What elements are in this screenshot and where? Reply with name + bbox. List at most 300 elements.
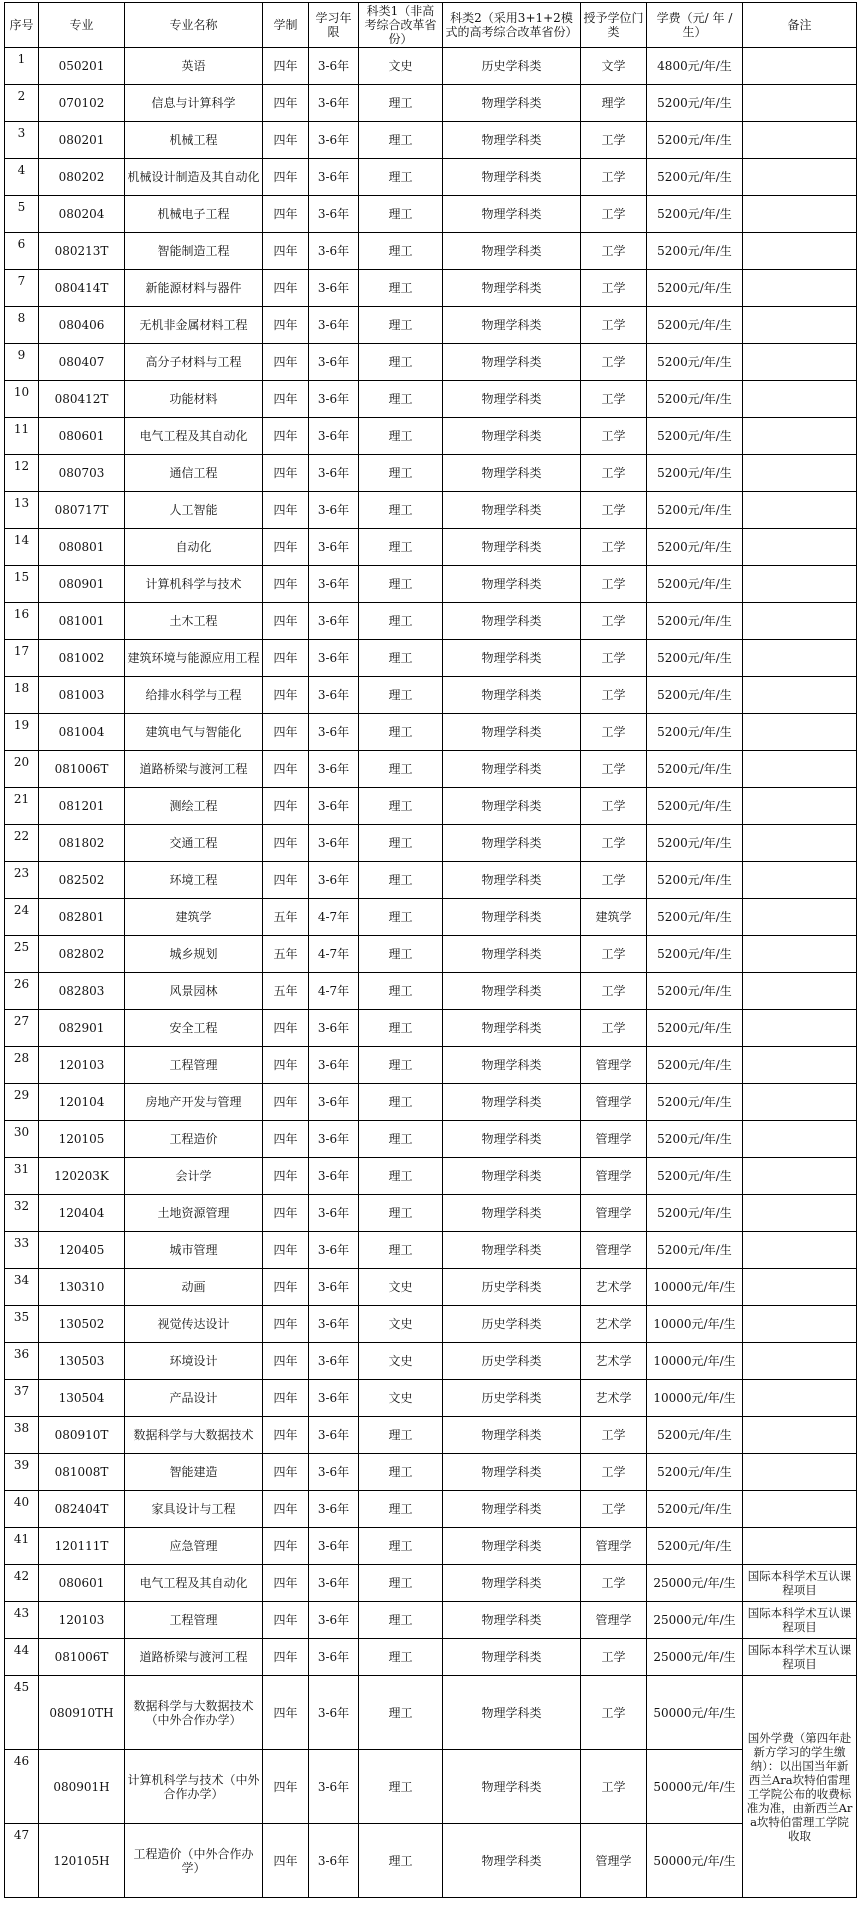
name-cell: 环境设计	[125, 1343, 263, 1380]
name-cell: 产品设计	[125, 1380, 263, 1417]
note-cell	[743, 899, 857, 936]
code-cell: 120404	[39, 1195, 125, 1232]
fee-cell: 5200元/年/生	[647, 492, 743, 529]
system-cell: 四年	[263, 862, 309, 899]
fee-cell: 5200元/年/生	[647, 603, 743, 640]
cat1-cell: 理工	[359, 418, 443, 455]
table-row	[5, 640, 857, 677]
cat2-cell: 物理学科类	[443, 1232, 581, 1269]
table-row	[5, 1602, 857, 1639]
years-cell: 3-6年	[309, 566, 359, 603]
name-cell: 工程管理	[125, 1047, 263, 1084]
degree-cell: 工学	[581, 307, 647, 344]
cat1-cell: 理工	[359, 825, 443, 862]
seq-cell: 43	[5, 1602, 39, 1639]
code-cell: 050201	[39, 48, 125, 85]
code-cell: 081002	[39, 640, 125, 677]
cat1-cell: 理工	[359, 196, 443, 233]
name-cell: 数据科学与大数据技术	[125, 1417, 263, 1454]
code-cell: 120111T	[39, 1528, 125, 1565]
name-cell: 电气工程及其自动化	[125, 1565, 263, 1602]
years-cell: 3-6年	[309, 1565, 359, 1602]
cat2-cell: 物理学科类	[443, 1602, 581, 1639]
fee-cell: 10000元/年/生	[647, 1269, 743, 1306]
table-row	[5, 1565, 857, 1602]
note-cell	[743, 603, 857, 640]
header-system: 学制	[263, 3, 309, 48]
years-cell: 3-6年	[309, 1158, 359, 1195]
code-cell: 081802	[39, 825, 125, 862]
degree-cell: 管理学	[581, 1232, 647, 1269]
years-cell: 3-6年	[309, 788, 359, 825]
cat2-cell: 物理学科类	[443, 862, 581, 899]
seq-cell: 42	[5, 1565, 39, 1602]
cat2-cell: 物理学科类	[443, 1121, 581, 1158]
years-cell: 3-6年	[309, 1491, 359, 1528]
name-cell: 会计学	[125, 1158, 263, 1195]
cat2-cell: 物理学科类	[443, 159, 581, 196]
note-cell	[743, 1417, 857, 1454]
table-row	[5, 1417, 857, 1454]
fee-cell: 5200元/年/生	[647, 899, 743, 936]
seq-cell: 15	[5, 566, 39, 603]
name-cell: 土地资源管理	[125, 1195, 263, 1232]
name-cell: 安全工程	[125, 1010, 263, 1047]
system-cell: 四年	[263, 418, 309, 455]
code-cell: 081006T	[39, 751, 125, 788]
system-cell: 四年	[263, 1417, 309, 1454]
seq-cell: 1	[5, 48, 39, 85]
degree-cell: 工学	[581, 603, 647, 640]
fee-cell: 5200元/年/生	[647, 788, 743, 825]
system-cell: 四年	[263, 1491, 309, 1528]
cat2-cell: 物理学科类	[443, 825, 581, 862]
degree-cell: 管理学	[581, 1047, 647, 1084]
years-cell: 3-6年	[309, 1121, 359, 1158]
cat2-cell: 物理学科类	[443, 1084, 581, 1121]
fee-cell: 5200元/年/生	[647, 344, 743, 381]
name-cell: 环境工程	[125, 862, 263, 899]
name-cell: 应急管理	[125, 1528, 263, 1565]
seq-cell: 22	[5, 825, 39, 862]
seq-cell: 9	[5, 344, 39, 381]
note-cell	[743, 85, 857, 122]
cat1-cell: 理工	[359, 1158, 443, 1195]
seq-cell: 5	[5, 196, 39, 233]
cat1-cell: 理工	[359, 936, 443, 973]
table-row	[5, 788, 857, 825]
degree-cell: 管理学	[581, 1195, 647, 1232]
table-row	[5, 1454, 857, 1491]
note-cell	[743, 788, 857, 825]
note-cell	[743, 640, 857, 677]
degree-cell: 文学	[581, 48, 647, 85]
cat1-cell: 文史	[359, 1306, 443, 1343]
seq-cell: 24	[5, 899, 39, 936]
name-cell: 计算机科学与技术	[125, 566, 263, 603]
system-cell: 四年	[263, 381, 309, 418]
table-row	[5, 1491, 857, 1528]
cat1-cell: 理工	[359, 566, 443, 603]
system-cell: 四年	[263, 825, 309, 862]
degree-cell: 工学	[581, 1676, 647, 1750]
table-row	[5, 1676, 857, 1750]
years-cell: 3-6年	[309, 455, 359, 492]
years-cell: 3-6年	[309, 196, 359, 233]
degree-cell: 艺术学	[581, 1380, 647, 1417]
seq-cell: 28	[5, 1047, 39, 1084]
system-cell: 四年	[263, 1306, 309, 1343]
fee-cell: 5200元/年/生	[647, 1084, 743, 1121]
header-seq: 序号	[5, 3, 39, 48]
code-cell: 120105H	[39, 1824, 125, 1898]
table-row	[5, 1343, 857, 1380]
seq-cell: 4	[5, 159, 39, 196]
name-cell: 建筑电气与智能化	[125, 714, 263, 751]
table-row	[5, 270, 857, 307]
seq-cell: 26	[5, 973, 39, 1010]
fee-cell: 5200元/年/生	[647, 1158, 743, 1195]
system-cell: 四年	[263, 307, 309, 344]
fee-cell: 5200元/年/生	[647, 640, 743, 677]
code-cell: 080601	[39, 1565, 125, 1602]
seq-cell: 6	[5, 233, 39, 270]
table-row	[5, 1639, 857, 1676]
fee-cell: 5200元/年/生	[647, 1232, 743, 1269]
degree-cell: 管理学	[581, 1602, 647, 1639]
seq-cell: 2	[5, 85, 39, 122]
system-cell: 五年	[263, 936, 309, 973]
years-cell: 3-6年	[309, 307, 359, 344]
fee-cell: 5200元/年/生	[647, 1010, 743, 1047]
table-row	[5, 566, 857, 603]
years-cell: 3-6年	[309, 714, 359, 751]
system-cell: 四年	[263, 344, 309, 381]
name-cell: 工程管理	[125, 1602, 263, 1639]
note-cell	[743, 307, 857, 344]
code-cell: 082404T	[39, 1491, 125, 1528]
code-cell: 080414T	[39, 270, 125, 307]
cat1-cell: 理工	[359, 307, 443, 344]
table-row	[5, 1306, 857, 1343]
degree-cell: 工学	[581, 270, 647, 307]
note-cell: 国际本科学术互认课程项目	[743, 1565, 857, 1602]
cat1-cell: 理工	[359, 529, 443, 566]
system-cell: 四年	[263, 1084, 309, 1121]
code-cell: 080801	[39, 529, 125, 566]
degree-cell: 工学	[581, 1565, 647, 1602]
cat1-cell: 理工	[359, 1417, 443, 1454]
system-cell: 四年	[263, 1824, 309, 1898]
table-row	[5, 677, 857, 714]
table-row	[5, 1158, 857, 1195]
header-cat1: 科类1（非高考综合改革省份）	[359, 3, 443, 48]
system-cell: 四年	[263, 1380, 309, 1417]
degree-cell: 工学	[581, 751, 647, 788]
degree-cell: 工学	[581, 566, 647, 603]
table-row	[5, 603, 857, 640]
degree-cell: 工学	[581, 825, 647, 862]
degree-cell: 工学	[581, 862, 647, 899]
system-cell: 四年	[263, 85, 309, 122]
name-cell: 计算机科学与技术（中外合作办学）	[125, 1750, 263, 1824]
degree-cell: 工学	[581, 1491, 647, 1528]
degree-cell: 工学	[581, 418, 647, 455]
name-cell: 新能源材料与器件	[125, 270, 263, 307]
name-cell: 给排水科学与工程	[125, 677, 263, 714]
years-cell: 4-7年	[309, 936, 359, 973]
years-cell: 3-6年	[309, 1602, 359, 1639]
note-cell	[743, 196, 857, 233]
table-row	[5, 492, 857, 529]
fee-cell: 5200元/年/生	[647, 1417, 743, 1454]
note-cell	[743, 1491, 857, 1528]
system-cell: 四年	[263, 455, 309, 492]
cat1-cell: 理工	[359, 1639, 443, 1676]
name-cell: 机械设计制造及其自动化	[125, 159, 263, 196]
name-cell: 电气工程及其自动化	[125, 418, 263, 455]
fee-cell: 50000元/年/生	[647, 1676, 743, 1750]
cat1-cell: 理工	[359, 1195, 443, 1232]
table-row	[5, 1380, 857, 1417]
name-cell: 智能建造	[125, 1454, 263, 1491]
cat1-cell: 理工	[359, 1824, 443, 1898]
cat2-cell: 物理学科类	[443, 196, 581, 233]
name-cell: 风景园林	[125, 973, 263, 1010]
system-cell: 四年	[263, 714, 309, 751]
degree-cell: 艺术学	[581, 1269, 647, 1306]
system-cell: 四年	[263, 233, 309, 270]
code-cell: 130502	[39, 1306, 125, 1343]
table-row	[5, 936, 857, 973]
cat1-cell: 理工	[359, 973, 443, 1010]
cat2-cell: 物理学科类	[443, 714, 581, 751]
table-row	[5, 1269, 857, 1306]
system-cell: 四年	[263, 1528, 309, 1565]
table-row	[5, 973, 857, 1010]
name-cell: 机械电子工程	[125, 196, 263, 233]
table-row	[5, 85, 857, 122]
years-cell: 3-6年	[309, 1750, 359, 1824]
years-cell: 3-6年	[309, 85, 359, 122]
table-row	[5, 159, 857, 196]
degree-cell: 艺术学	[581, 1306, 647, 1343]
note-cell	[743, 418, 857, 455]
note-cell	[743, 48, 857, 85]
header-code: 专业	[39, 3, 125, 48]
seq-cell: 30	[5, 1121, 39, 1158]
years-cell: 3-6年	[309, 640, 359, 677]
name-cell: 道路桥梁与渡河工程	[125, 751, 263, 788]
code-cell: 082901	[39, 1010, 125, 1047]
code-cell: 080204	[39, 196, 125, 233]
cat2-cell: 物理学科类	[443, 973, 581, 1010]
years-cell: 3-6年	[309, 529, 359, 566]
years-cell: 4-7年	[309, 899, 359, 936]
cat1-cell: 文史	[359, 48, 443, 85]
cat2-cell: 物理学科类	[443, 936, 581, 973]
table-row	[5, 196, 857, 233]
years-cell: 3-6年	[309, 1417, 359, 1454]
cat2-cell: 物理学科类	[443, 381, 581, 418]
code-cell: 080901	[39, 566, 125, 603]
years-cell: 3-6年	[309, 825, 359, 862]
fee-cell: 5200元/年/生	[647, 862, 743, 899]
table-row	[5, 418, 857, 455]
note-cell	[743, 381, 857, 418]
name-cell: 视觉传达设计	[125, 1306, 263, 1343]
system-cell: 五年	[263, 899, 309, 936]
cat2-cell: 物理学科类	[443, 529, 581, 566]
years-cell: 3-6年	[309, 1047, 359, 1084]
fee-cell: 5200元/年/生	[647, 1195, 743, 1232]
system-cell: 四年	[263, 529, 309, 566]
years-cell: 3-6年	[309, 1343, 359, 1380]
seq-cell: 41	[5, 1528, 39, 1565]
seq-cell: 10	[5, 381, 39, 418]
cat2-cell: 历史学科类	[443, 48, 581, 85]
cat2-cell: 历史学科类	[443, 1343, 581, 1380]
seq-cell: 18	[5, 677, 39, 714]
table-row	[5, 307, 857, 344]
note-cell	[743, 677, 857, 714]
name-cell: 通信工程	[125, 455, 263, 492]
degree-cell: 工学	[581, 1750, 647, 1824]
code-cell: 080901H	[39, 1750, 125, 1824]
years-cell: 3-6年	[309, 1528, 359, 1565]
fee-cell: 25000元/年/生	[647, 1565, 743, 1602]
code-cell: 081004	[39, 714, 125, 751]
cat2-cell: 物理学科类	[443, 1417, 581, 1454]
fee-cell: 5200元/年/生	[647, 529, 743, 566]
fee-cell: 10000元/年/生	[647, 1306, 743, 1343]
seq-cell: 17	[5, 640, 39, 677]
cat2-cell: 物理学科类	[443, 1195, 581, 1232]
system-cell: 四年	[263, 492, 309, 529]
system-cell: 四年	[263, 196, 309, 233]
seq-cell: 39	[5, 1454, 39, 1491]
system-cell: 四年	[263, 1269, 309, 1306]
note-cell	[743, 936, 857, 973]
note-cell	[743, 566, 857, 603]
cat2-cell: 物理学科类	[443, 344, 581, 381]
note-cell	[743, 455, 857, 492]
note-cell	[743, 973, 857, 1010]
fee-cell: 5200元/年/生	[647, 936, 743, 973]
code-cell: 130503	[39, 1343, 125, 1380]
code-cell: 080213T	[39, 233, 125, 270]
cat2-cell: 历史学科类	[443, 1306, 581, 1343]
degree-cell: 工学	[581, 381, 647, 418]
years-cell: 3-6年	[309, 603, 359, 640]
system-cell: 四年	[263, 1565, 309, 1602]
years-cell: 3-6年	[309, 381, 359, 418]
years-cell: 3-6年	[309, 1232, 359, 1269]
table-body	[5, 48, 857, 1898]
note-cell	[743, 1454, 857, 1491]
cat1-cell: 理工	[359, 788, 443, 825]
cat2-cell: 物理学科类	[443, 1010, 581, 1047]
table-row	[5, 1750, 857, 1824]
years-cell: 3-6年	[309, 1010, 359, 1047]
fee-cell: 5200元/年/生	[647, 566, 743, 603]
seq-cell: 25	[5, 936, 39, 973]
table-row	[5, 48, 857, 85]
fee-cell: 5200元/年/生	[647, 1047, 743, 1084]
fee-cell: 10000元/年/生	[647, 1343, 743, 1380]
years-cell: 3-6年	[309, 344, 359, 381]
cat2-cell: 物理学科类	[443, 1047, 581, 1084]
degree-cell: 工学	[581, 1010, 647, 1047]
degree-cell: 工学	[581, 973, 647, 1010]
code-cell: 120103	[39, 1602, 125, 1639]
cat1-cell: 文史	[359, 1380, 443, 1417]
degree-cell: 管理学	[581, 1121, 647, 1158]
years-cell: 3-6年	[309, 1306, 359, 1343]
table-row	[5, 122, 857, 159]
system-cell: 四年	[263, 1343, 309, 1380]
header-degree: 授予学位门类	[581, 3, 647, 48]
cat1-cell: 理工	[359, 677, 443, 714]
name-cell: 智能制造工程	[125, 233, 263, 270]
cat1-cell: 理工	[359, 270, 443, 307]
header-cat2: 科类2（采用3+1+2模式的高考综合改革省份）	[443, 3, 581, 48]
fee-cell: 5200元/年/生	[647, 270, 743, 307]
degree-cell: 管理学	[581, 1824, 647, 1898]
degree-cell: 管理学	[581, 1158, 647, 1195]
note-cell	[743, 1528, 857, 1565]
cat2-cell: 物理学科类	[443, 1750, 581, 1824]
note-cell	[743, 233, 857, 270]
code-cell: 080407	[39, 344, 125, 381]
merged-note-cell: 国外学费（第四年赴新方学习的学生缴纳）：以出国当年新西兰Ara坎特伯雷理工学院公布的收费标准为准，由新西兰Ara坎特伯雷理工学院收取	[743, 1676, 857, 1898]
table-row	[5, 751, 857, 788]
cat2-cell: 物理学科类	[443, 1491, 581, 1528]
years-cell: 3-6年	[309, 862, 359, 899]
system-cell: 四年	[263, 1195, 309, 1232]
fee-cell: 25000元/年/生	[647, 1602, 743, 1639]
fee-cell: 5200元/年/生	[647, 1121, 743, 1158]
cat1-cell: 理工	[359, 640, 443, 677]
table-row	[5, 1010, 857, 1047]
name-cell: 无机非金属材料工程	[125, 307, 263, 344]
system-cell: 五年	[263, 973, 309, 1010]
cat2-cell: 物理学科类	[443, 233, 581, 270]
note-cell	[743, 1343, 857, 1380]
table-row	[5, 862, 857, 899]
cat2-cell: 物理学科类	[443, 270, 581, 307]
table-row	[5, 825, 857, 862]
name-cell: 动画	[125, 1269, 263, 1306]
seq-cell: 44	[5, 1639, 39, 1676]
table-row	[5, 1084, 857, 1121]
years-cell: 3-6年	[309, 48, 359, 85]
seq-cell: 34	[5, 1269, 39, 1306]
code-cell: 120103	[39, 1047, 125, 1084]
degree-cell: 工学	[581, 788, 647, 825]
name-cell: 家具设计与工程	[125, 1491, 263, 1528]
name-cell: 测绘工程	[125, 788, 263, 825]
system-cell: 四年	[263, 48, 309, 85]
seq-cell: 20	[5, 751, 39, 788]
code-cell: 120203K	[39, 1158, 125, 1195]
name-cell: 功能材料	[125, 381, 263, 418]
cat1-cell: 理工	[359, 1750, 443, 1824]
seq-cell: 11	[5, 418, 39, 455]
cat2-cell: 物理学科类	[443, 1158, 581, 1195]
fee-cell: 25000元/年/生	[647, 1639, 743, 1676]
code-cell: 080202	[39, 159, 125, 196]
